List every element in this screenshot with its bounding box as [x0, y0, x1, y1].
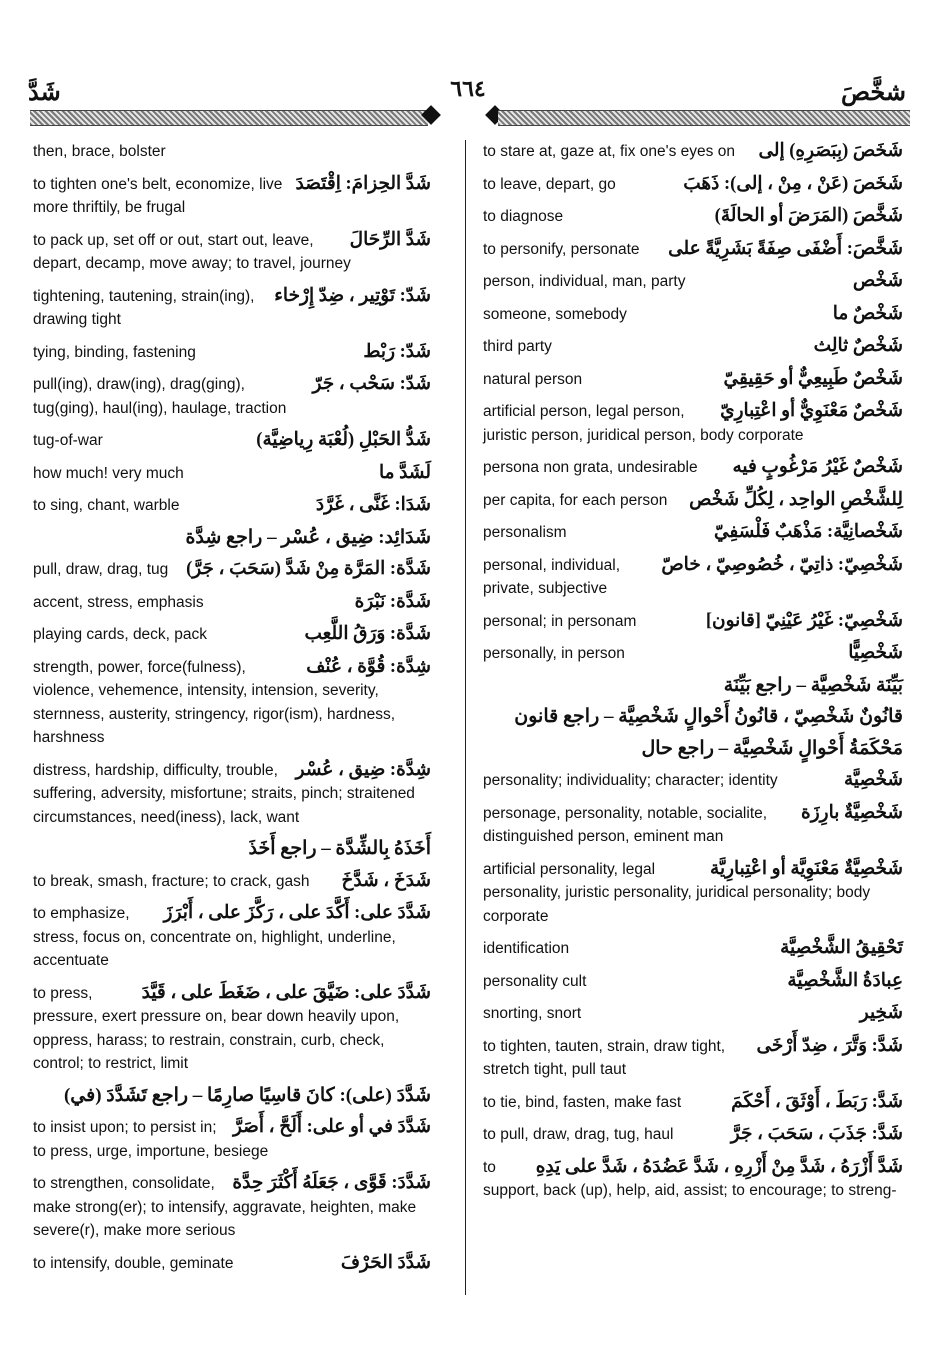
- arabic-headword: شَخْصٌ غَيْرُ مَرْغُوبٍ فيه: [732, 457, 903, 477]
- dictionary-entry: [33, 341, 431, 365]
- arabic-headword: شَدَّدَ في أو على: أَلَحَّ ، أَصَرَّ: [232, 1117, 431, 1137]
- arabic-headword: شَدَّدَ (على): كانَ قاسِيًا صارِمًا – راجع تَشَدَّدَ (في): [63, 1084, 431, 1106]
- dictionary-entry: [33, 656, 431, 750]
- arabic-headword: عِبادَةُ الشَّخْصِيَّة: [787, 970, 903, 991]
- dictionary-entry: [33, 902, 431, 973]
- dictionary-entry: [33, 623, 431, 647]
- english-definition: to personify, personate: [483, 240, 640, 258]
- arabic-headword: شَخْصٌ مَعْنَوِيٌّ أو اعْتِبارِيّ: [720, 401, 903, 421]
- english-definition: to intensify, double, geminate: [33, 1254, 234, 1272]
- arabic-headword: شَدَخَ ، شَدَّخَ: [341, 870, 431, 891]
- dictionary-entry: [33, 759, 431, 830]
- english-definition: to strengthen, consolidate, make strong(er); to intensify, aggravate, heighten, make severe(r), make more serious: [33, 1175, 417, 1239]
- english-definition: tug-of-war: [33, 432, 103, 449]
- dictionary-entry: [483, 610, 903, 634]
- english-definition: personalism: [483, 524, 567, 541]
- english-definition: to emphasize, stress, focus on, concentrate on, highlight, underline, accentuate: [33, 905, 396, 969]
- dictionary-entry: [483, 858, 903, 929]
- dictionary-entry: [33, 229, 431, 276]
- english-definition: strength, power, force(fulness), violence, vehemence, intensity, intension, severity, sternness, austerity, stringency, rigor(ism), hardness, harshness: [33, 658, 396, 746]
- arabic-headword: شَدَّ: وَتَّرَ ، ضِدّ أَرْخَى: [756, 1035, 903, 1056]
- english-definition: natural person: [483, 370, 583, 388]
- arabic-headword: شَدَّ الحِزامَ: اِقْتَصَدَ: [295, 173, 431, 194]
- english-definition: persona non grata, undesirable: [483, 459, 698, 476]
- header-ornament-right: [498, 110, 910, 126]
- dictionary-entry: [483, 205, 903, 229]
- english-definition: snorting, snort: [483, 1005, 582, 1022]
- dictionary-entry: [483, 738, 903, 761]
- arabic-headword: شَدَّة: نَبْرَة: [354, 591, 431, 612]
- dictionary-entry: [483, 769, 903, 793]
- dictionary-entry: [483, 1123, 903, 1147]
- arabic-headword: شَخَصَ (عَنْ ، مِنْ ، إلى): ذَهَبَ: [683, 173, 903, 194]
- arabic-headword: شَخَّصَ: أَضْفَى صِفَةً بَشَرِيَّةً على: [668, 238, 903, 259]
- english-definition: personage, personality, notable, socialite, distinguished person, eminent man: [483, 804, 768, 845]
- english-definition: distress, hardship, difficulty, trouble, suffering, adversity, misfortune; straits, pinch; straitened circumstances, need(iness), lack, want: [33, 761, 415, 826]
- arabic-headword: بَيِّنَة شَخْصِيَّة – راجع بَيِّنَة: [723, 674, 903, 696]
- dictionary-entry: [483, 489, 903, 513]
- english-definition: to tie, bind, fasten, make fast: [483, 1093, 682, 1111]
- dictionary-entry: [33, 870, 431, 894]
- arabic-headword: شَدَّة: وَرَقُ اللَّعِب: [304, 624, 431, 644]
- dictionary-entry: [483, 1002, 903, 1026]
- english-definition: personality; individuality; character; identity: [483, 772, 778, 789]
- english-definition: personally, in person: [483, 645, 625, 662]
- english-definition: personality cult: [483, 972, 587, 990]
- dictionary-entry: [483, 1156, 903, 1203]
- english-definition: pull(ing), draw(ing), drag(ging), tug(ging), haul(ing), haulage, traction: [33, 376, 287, 417]
- english-definition: third party: [483, 338, 552, 355]
- arabic-headword: شِدَّة: ضِيق ، عُسْر: [295, 759, 431, 780]
- dictionary-entry: [483, 1035, 903, 1082]
- dictionary-entry: [483, 970, 903, 994]
- english-definition: someone, somebody: [483, 305, 627, 323]
- arabic-headword: شِدَّة: قُوَّة ، عُنْف: [306, 656, 431, 677]
- arabic-headword: شَخْصِيَّةٌ مَعْنَوِيَّة أو اعْتِبارِيَّة: [710, 858, 903, 879]
- arabic-headword: شَدَّ: رَبَطَ ، أَوْثَقَ ، أَحْكَمَ: [731, 1091, 903, 1112]
- dictionary-entry: [33, 982, 431, 1076]
- dictionary-entry: [33, 462, 431, 486]
- english-definition: to pull, draw, drag, tug, haul: [483, 1126, 674, 1143]
- dictionary-entry: [33, 285, 431, 332]
- dictionary-entry: [483, 173, 903, 197]
- dictionary-entry: [483, 675, 903, 698]
- arabic-headword: شَدُّ الحَبْلِ (لُعْبَة رِياضِيَّة): [256, 430, 431, 450]
- arabic-headword: مَحْكَمَةُ أَحْوالٍ شَخْصِيَّة – راجع حال: [641, 737, 903, 759]
- right-column: [483, 140, 903, 1212]
- english-definition: to diagnose: [483, 208, 564, 225]
- arabic-headword: شَخْصانِيَّة: مَذْهَبٌ فَلْسَفِيّ: [714, 522, 903, 542]
- dictionary-entry: [483, 1091, 903, 1115]
- english-definition: personal; in personam: [483, 612, 637, 630]
- dictionary-entry: [483, 706, 903, 729]
- arabic-headword: شَدَّ: جَذَبَ ، سَحَبَ ، جَرَّ: [730, 1124, 903, 1144]
- english-definition: tightening, tautening, strain(ing), drawing tight: [33, 287, 255, 328]
- arabic-headword: تَحْقِيقُ الشَّخْصِيَّة: [780, 938, 903, 958]
- arabic-headword: شَخْصٌ طَبِيعِيٌّ أو حَقِيقِيّ: [723, 368, 903, 389]
- arabic-headword: شَخْصِيَّةٌ بارِزَة: [801, 802, 903, 823]
- arabic-headword: شَدَّة: المَرَّة مِنْ شَدَّ (سَحَبَ ، جَرَّ): [186, 559, 431, 579]
- dictionary-entry: [483, 642, 903, 666]
- dictionary-entry: [33, 173, 431, 220]
- dictionary-entry: [33, 373, 431, 420]
- dictionary-entry: [483, 400, 903, 447]
- english-definition: to leave, depart, go: [483, 175, 616, 193]
- english-definition: to tighten, tauten, strain, draw tight, stretch tight, pull taut: [483, 1037, 726, 1078]
- arabic-headword: شَدَّدَ على: ضَيَّقَ على ، ضَغَطَ على ، قَيَّدَ: [141, 982, 431, 1003]
- left-column: [33, 140, 431, 1284]
- dictionary-entry: [33, 558, 431, 582]
- english-definition: person, individual, man, party: [483, 273, 686, 290]
- dictionary-entry: [483, 238, 903, 262]
- dictionary-entry: [33, 1116, 431, 1163]
- english-definition: how much! very much: [33, 464, 184, 482]
- arabic-headword: شَدَّ الرِّحَالَ: [349, 229, 431, 250]
- arabic-headword: شَدَّ أَزْرَهُ ، شَدَّ مِنْ أَزْرِهِ ، شَدَّ عَضُدَهُ ، شَدَّ على يَدِهِ: [535, 1156, 903, 1177]
- english-definition: identification: [483, 940, 570, 957]
- dictionary-entry: [33, 1085, 431, 1108]
- arabic-headword: شَخْصٌ ثالِث: [813, 336, 903, 356]
- dictionary-entry: [33, 140, 431, 164]
- english-definition: tying, binding, fastening: [33, 343, 196, 361]
- arabic-headword: شَدّ: سَحْب ، جَرّ: [312, 374, 431, 394]
- dictionary-entry: [33, 591, 431, 615]
- english-definition: to insist upon; to persist in; to press, urge, importune, besiege: [33, 1119, 269, 1160]
- dictionary-entry: [483, 335, 903, 359]
- arabic-headword: شَخْصِيَّة: [844, 770, 903, 790]
- header-ornament-left: [30, 110, 428, 126]
- dictionary-entry: [483, 802, 903, 849]
- arabic-headword: شَدَّدَ الحَرْفَ: [340, 1252, 431, 1273]
- column-divider: [465, 140, 466, 1295]
- running-head-left: شَدَّ: [28, 80, 61, 106]
- english-definition: to pack up, set off or out, start out, leave, depart, decamp, move away; to travel, journey: [33, 231, 351, 272]
- arabic-headword: شَدَائِد: ضِيق ، عُسْر – راجع شِدَّة: [185, 526, 431, 548]
- english-definition: to support, back (up), help, aid, assist; to encourage; to streng-: [483, 1158, 897, 1199]
- dictionary-entry: [33, 1172, 431, 1243]
- english-definition: to tighten one's belt, economize, live more thriftily, be frugal: [33, 175, 283, 216]
- arabic-headword: شَخْصٌ ما: [832, 303, 903, 324]
- english-definition: to break, smash, fracture; to crack, gash: [33, 872, 310, 890]
- arabic-headword: شَدّ: تَوْتِير ، ضِدّ إِرْخاء: [274, 285, 431, 306]
- arabic-headword: قانُونٌ شَخْصِيّ ، قانُونُ أَحْوالٍ شَخْصِيَّة – راجع قانون: [514, 706, 903, 727]
- arabic-headword: أَخَذَهُ بِالشِّدَّة – راجع أَخَذَ: [248, 838, 431, 859]
- english-definition: to stare at, gaze at, fix one's eyes on: [483, 143, 735, 160]
- arabic-headword: شَخْصِيّ: ذاتِيّ ، خُصُوصِيّ ، خاصّ: [661, 554, 903, 575]
- dictionary-entry: [483, 303, 903, 327]
- english-definition: artificial personality, legal personality, juristic personality, juridical personality; body corporate: [483, 860, 871, 925]
- english-definition: then, brace, bolster: [33, 143, 166, 160]
- arabic-headword: شَخَصَ (بِبَصَرِهِ) إلى: [758, 141, 903, 161]
- dictionary-entry: [33, 527, 431, 550]
- arabic-headword: شَدَّدَ على: أَكَّدَ على ، رَكَّزَ على ، أَبْرَزَ: [163, 903, 431, 923]
- arabic-headword: شَخَّصَ (المَرَضَ أو الحالَةَ): [714, 206, 903, 226]
- english-definition: playing cards, deck, pack: [33, 626, 208, 643]
- english-definition: accent, stress, emphasis: [33, 593, 204, 611]
- english-definition: to press, pressure, exert pressure on, bear down heavily upon, oppress, harass; to restrain, constrain, curb, check, control; to restrict, limit: [33, 984, 400, 1072]
- running-head-right: شخَّصَ: [840, 80, 906, 106]
- dictionary-entry: [483, 521, 903, 545]
- arabic-headword: شَخْصِيًّا: [848, 643, 903, 663]
- arabic-headword: شَخْصِيّ: غَيْرُ عَيْنِيّ [قانون]: [705, 610, 903, 631]
- dictionary-entry: [33, 1252, 431, 1276]
- arabic-headword: شَدَّدَ: قَوَّى ، جَعَلَهُ أَكْثَرَ حِدَّة: [232, 1173, 431, 1193]
- dictionary-entry: [33, 494, 431, 518]
- arabic-headword: لَشَدَّ ما: [378, 462, 431, 483]
- dictionary-entry: [483, 554, 903, 601]
- english-definition: to sing, chant, warble: [33, 497, 180, 514]
- arabic-headword: شَدَا: غَنَّى ، غَرَّدَ: [315, 495, 431, 515]
- english-definition: pull, draw, drag, tug: [33, 561, 169, 578]
- arabic-headword: شَدّ: رَبْط: [363, 341, 431, 362]
- english-definition: personal, individual, private, subjective: [483, 556, 621, 597]
- arabic-headword: شَخْص: [852, 271, 903, 291]
- dictionary-entry: [483, 140, 903, 164]
- english-definition: artificial person, legal person, juristic person, juridical person, body corporate: [483, 403, 804, 444]
- dictionary-entry: [483, 368, 903, 392]
- dictionary-entry: [33, 838, 431, 861]
- english-definition: per capita, for each person: [483, 491, 668, 509]
- dictionary-entry: [33, 429, 431, 453]
- page-number: ٦٦٤: [450, 76, 486, 101]
- dictionary-entry: [483, 270, 903, 294]
- arabic-headword: لِلشَّخْصِ الواحِد ، لِكُلِّ شَخْص: [689, 489, 903, 510]
- arabic-headword: شَخِير: [859, 1003, 903, 1023]
- dictionary-entry: [483, 456, 903, 480]
- dictionary-entry: [483, 937, 903, 961]
